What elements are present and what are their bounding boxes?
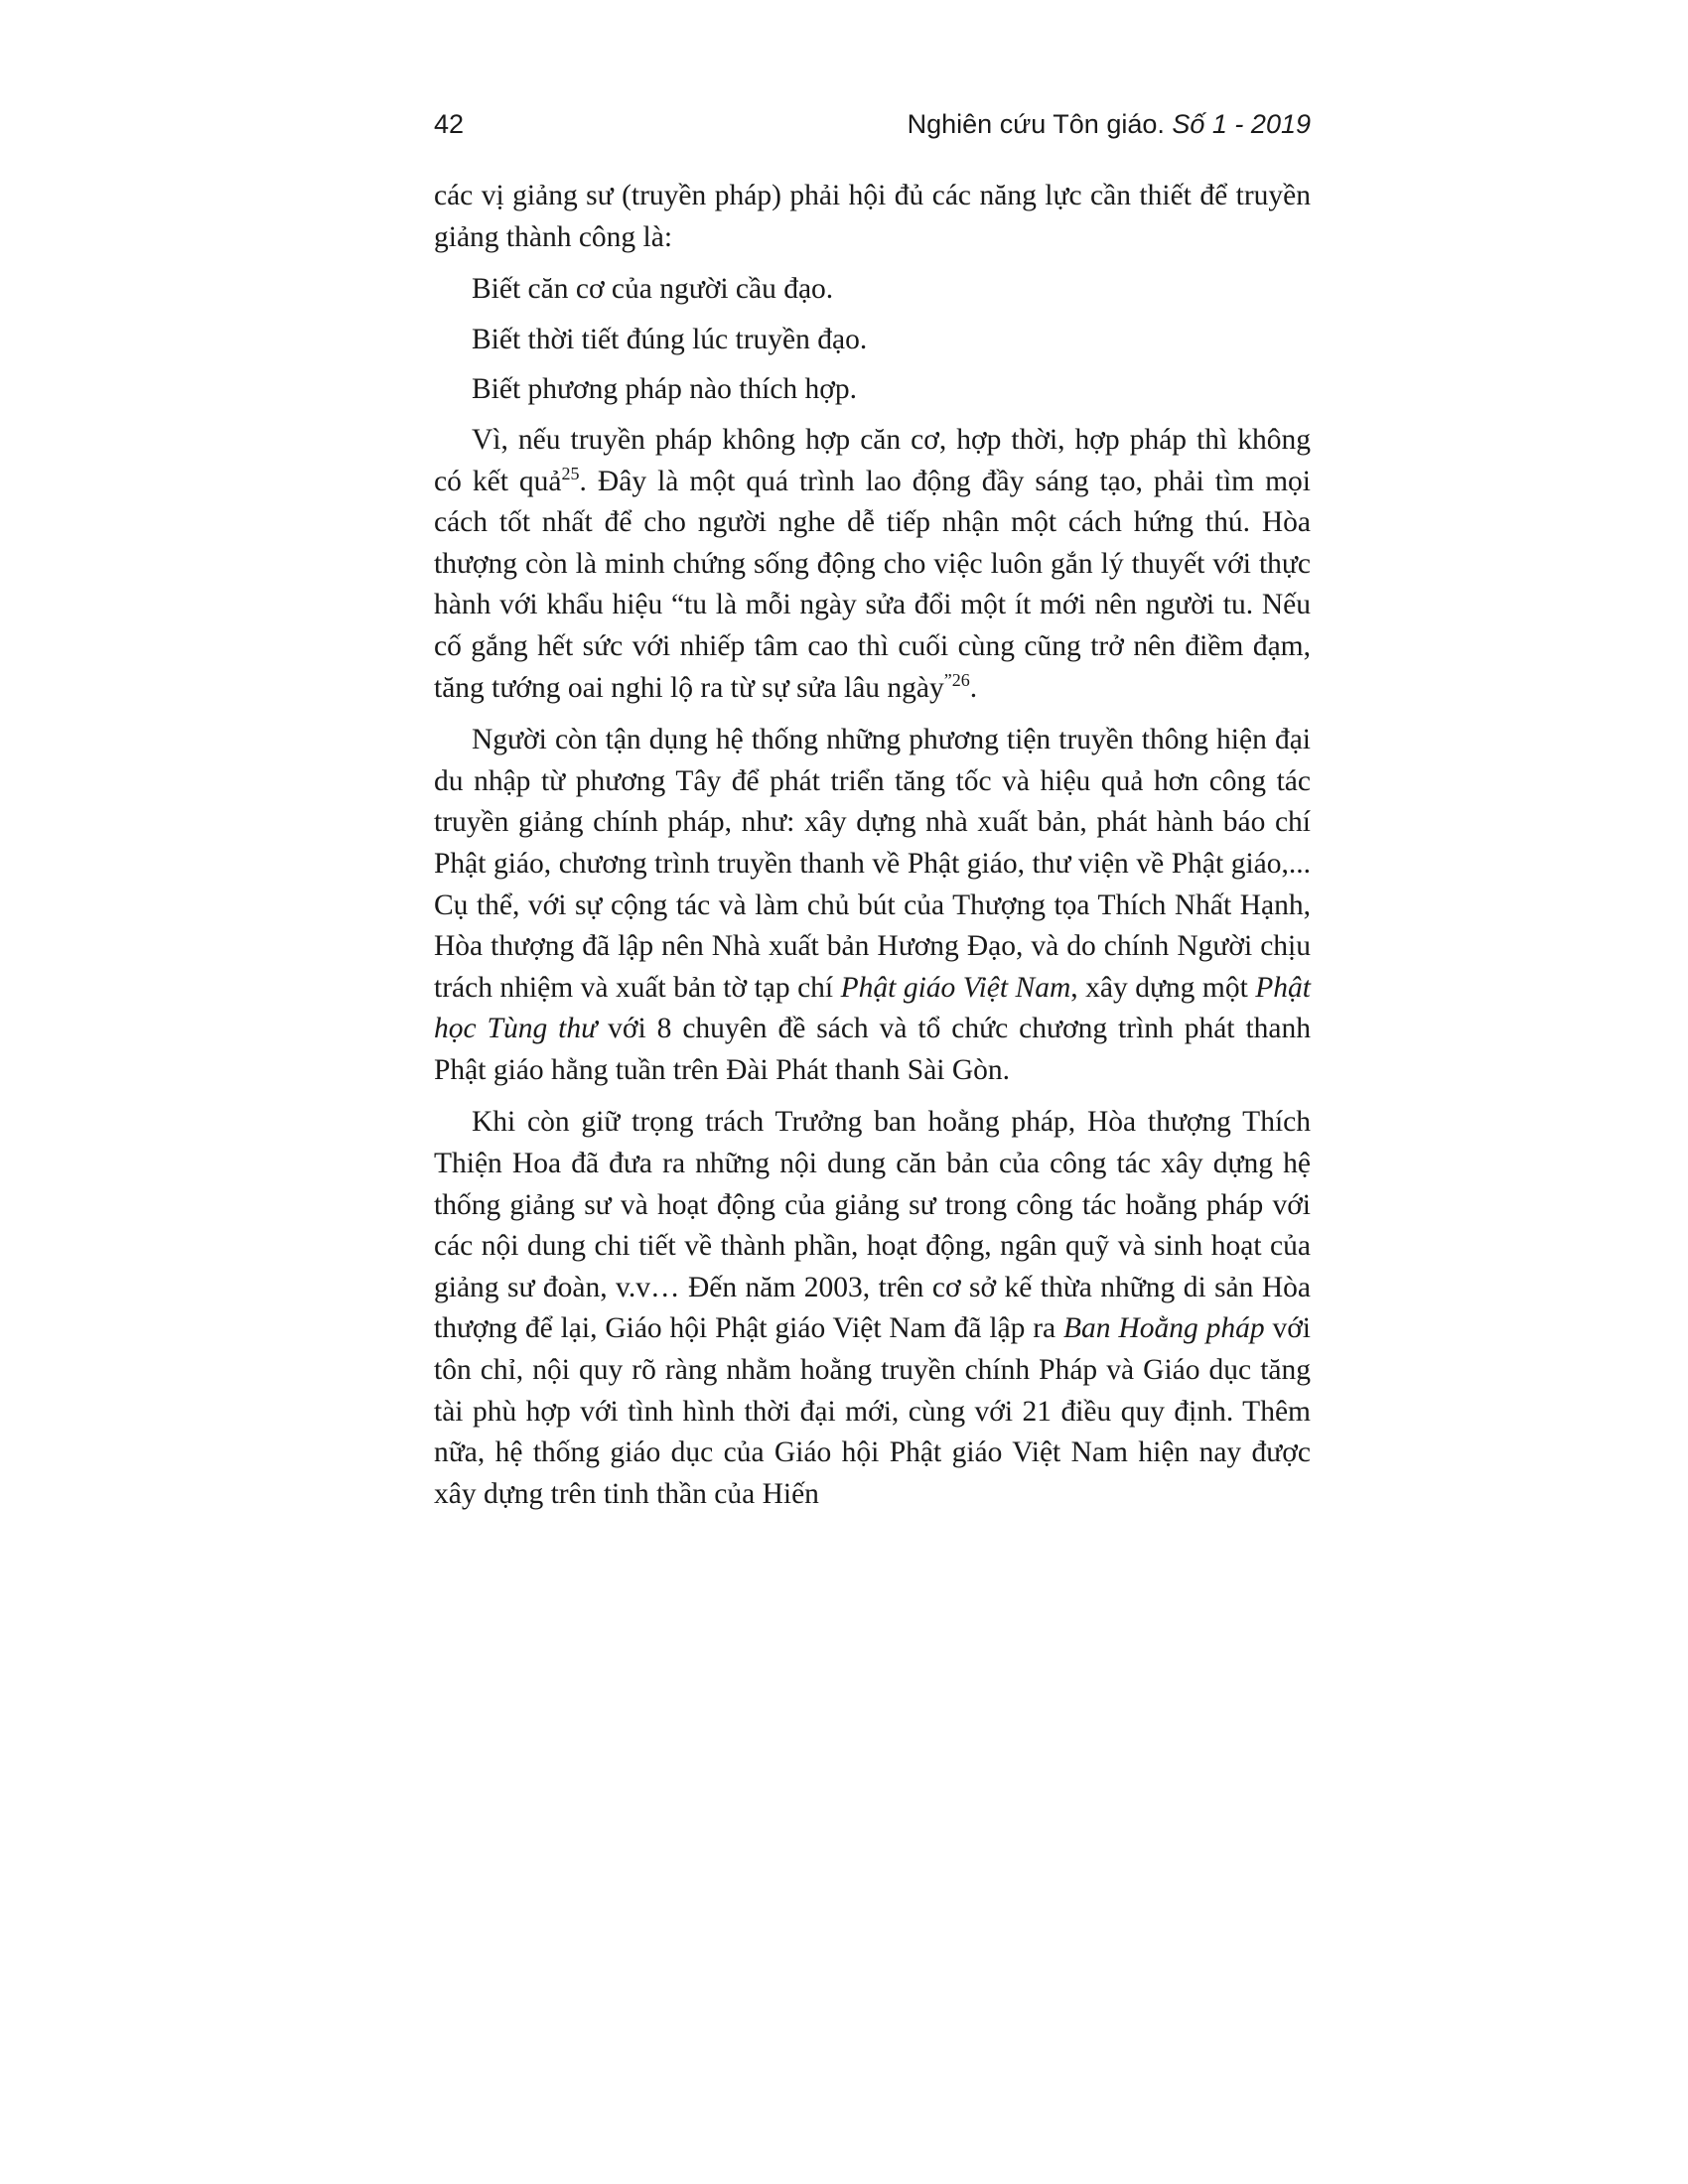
paragraph	[434, 420, 1311, 709]
list-item: Biết phương pháp nào thích hợp.	[472, 373, 858, 406]
paragraph-text: Khi còn giữ trọng trách Trưởng ban hoằng pháp, Hòa thượng Thích Thiện Hoa đã đưa ra những nội dung căn bản của công tác xây dựng hệ thống giảng sư và hoạt động của giảng sư trong công tác hoằng pháp với các nội dung chi tiết về thành phần, hoạt động, ngân quỹ và sinh hoạt của giảng sư đoàn, v.v… Đến năm 2003, trên cơ sở kế thừa những di sản Hòa thượng để lại, Giáo hội Phật giáo Việt Nam đã lập ra	[434, 1106, 1311, 1345]
article-body	[434, 176, 1311, 1526]
page-number: 42	[434, 109, 465, 139]
running-head	[908, 109, 1311, 140]
publication-title: Phật học Tùng thư	[434, 971, 1311, 1045]
list-item: Biết thời tiết đúng lúc truyền đạo.	[472, 323, 868, 355]
organization-name: Ban Hoằng pháp	[1063, 1312, 1265, 1345]
paragraph-text: Vì, nếu truyền pháp không hợp căn cơ, hợp thời, hợp pháp thì không có kết quả	[434, 423, 1311, 497]
paragraph-text: .	[969, 671, 978, 704]
journal-title: Nghiên cứu Tôn giáo.	[907, 109, 1165, 139]
paragraph-text: , xây dựng một	[1070, 971, 1256, 1004]
journal-issue: Số 1 - 2019	[1172, 109, 1311, 139]
list-item: Biết căn cơ của người cầu đạo.	[472, 273, 834, 306]
paragraph	[434, 720, 1311, 1091]
page-header	[434, 103, 1311, 147]
paragraph-text: với 8 chuyên đề sách và tổ chức chương trình phát thanh Phật giáo hằng tuần trên Đài Phát thanh Sài Gòn.	[434, 1013, 1311, 1086]
footnote-ref: ”26	[943, 669, 970, 690]
footnote-ref: 25	[561, 463, 580, 483]
paragraph-text: Người còn tận dụng hệ thống những phương tiện truyền thông hiện đại du nhập từ phương Tây để phát triển tăng tốc và hiệu quả hơn công tác truyền giảng chính pháp, như: xây dựng nhà xuất bản, phát hành báo chí Phật giáo, chương trình truyền thanh về Phật giáo, thư viện về Phật giáo,... Cụ thể, với sự cộng tác và làm chủ bút của Thượng tọa Thích Nhất Hạnh, Hòa thượng đã lập nên Nhà xuất bản Hương Đạo, và do chính Người chịu trách nhiệm và xuất bản tờ tạp chí	[434, 724, 1311, 1004]
publication-title: Phật giáo Việt Nam	[840, 971, 1071, 1004]
paragraph-continued: các vị giảng sư (truyền pháp) phải hội đủ các năng lực cần thiết để truyền giảng thành công là:	[434, 180, 1311, 253]
paragraph	[434, 1102, 1311, 1515]
paragraph-text: với tôn chỉ, nội quy rõ ràng nhằm hoằng truyền chính Pháp và Giáo dục tăng tài phù hợp với tình hình thời đại mới, cùng với 21 điều quy định. Thêm nữa, hệ thống giáo dục của Giáo hội Phật giáo Việt Nam hiện nay được xây dựng trên tinh thần của Hiến	[434, 1312, 1312, 1510]
paragraph-text: . Đây là một quá trình lao động đầy sáng tạo, phải tìm mọi cách tốt nhất để cho người nghe dễ tiếp nhận một cách hứng thú. Hòa thượng còn là minh chứng sống động cho việc luôn gắn lý thuyết với thực hành với khẩu hiệu “tu là mỗi ngày sửa đổi một ít mới nên người tu. Nếu cố gắng hết sức với nhiếp tâm cao thì cuối cùng cũng trở nên điềm đạm, tăng tướng oai nghi lộ ra từ sự sửa lâu ngày	[434, 465, 1311, 704]
